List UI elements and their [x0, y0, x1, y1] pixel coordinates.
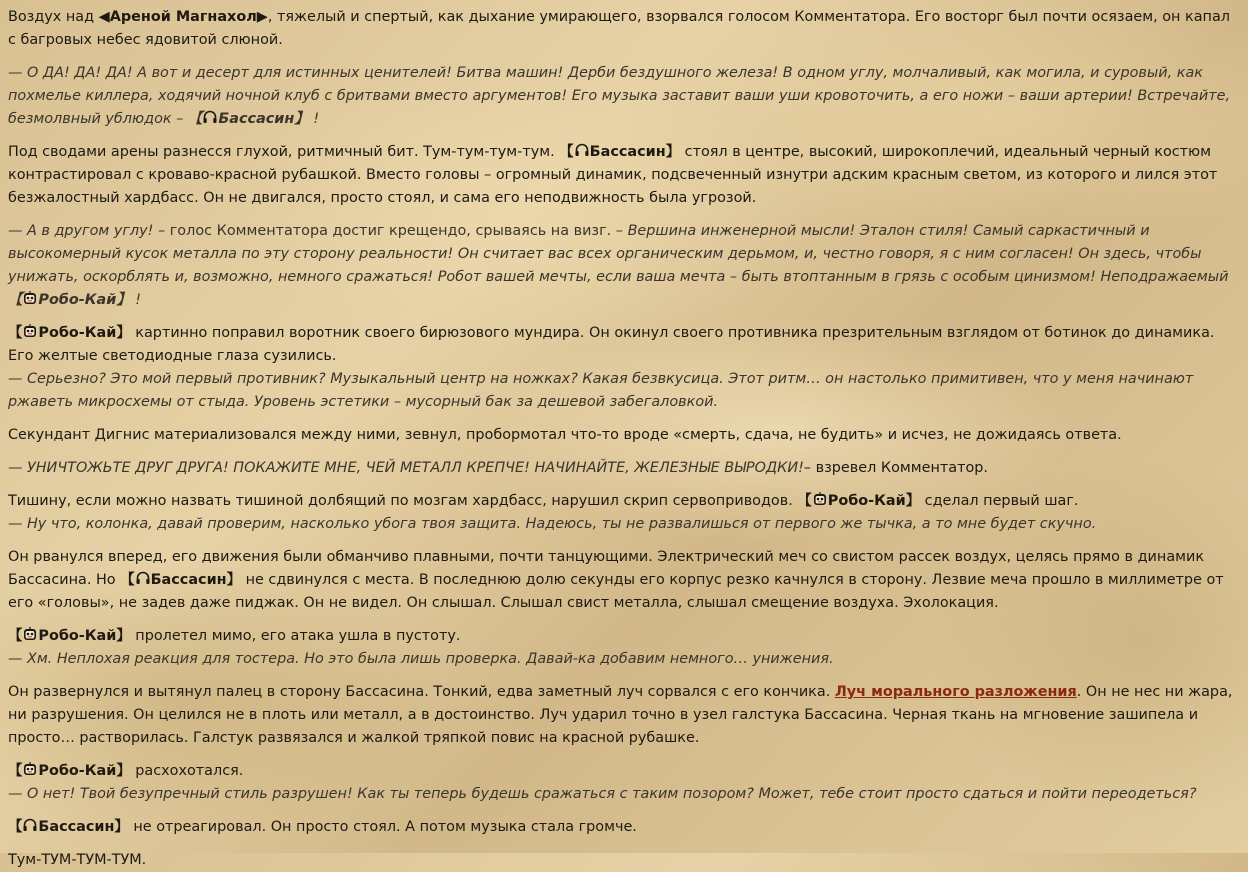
character-tag-bassassin[interactable]: 【 Бассасин】 [187, 111, 309, 127]
character-tag-robokai[interactable]: 【 Робо-Кай】 [8, 763, 131, 779]
paragraph-bassassin-intro: Под сводами арены разнесся глухой, ритмичный бит. Тум-тум-тум-тум. 【 Бассасин】 стоял в центре, высокий, широкоплечий, идеальный черный костюм контрастировал с кроваво-красной рубашкой. Вместо головы – огромный динамик, подсвеченный изнутри адским красным светом, из которого и лился этот безжалостный хардбасс. Он не двигался, просто стоял, и сама его неподвижность была угрозой. [8, 144, 1218, 206]
commentator-shout: — УНИЧТОЖЬТЕ ДРУГ ДРУГА! ПОКАЖИТЕ МНЕ, ЧЕЙ МЕТАЛЛ КРЕПЧЕ! НАЧИНАЙТЕ, ЖЕЛЕЗНЫЕ ВЫРОДКИ!– взревел Комментатор. [8, 460, 988, 476]
paragraph-beam: Он развернулся и вытянул палец в сторону Бассасина. Тонкий, едва заметный луч сорвался с его кончика. Луч морального разложения. Он не нес ни жара, ни разрушения. Он целился не в плоть или металл, а в достоинство. Луч ударил точно в узел галстука Бассасина. Черная ткань на мгновение зашипела и просто… растворилась. Галстук развязался и жалкой тряпкой повис на красной рубашке. [8, 684, 1233, 746]
headphones-icon [202, 109, 218, 125]
robokai-quote: — Ну что, колонка, давай проверим, насколько убога твоя защита. Надеюсь, ты не развалишься от первого же тычка, а то мне будет скучно. [8, 516, 1097, 532]
character-tag-robokai[interactable]: 【 Робо-Кай】 [8, 292, 131, 308]
robot-face-icon [22, 290, 38, 306]
paragraph-attack: Он рванулся вперед, его движения были обманчиво плавными, почти танцующими. Электрический меч со свистом рассек воздух, целясь прямо в динамик Бассасина. Но 【 Бассасин】 не сдвинулся с места. В последнюю долю секунды его корпус резко качнулся в сторону. Лезвие меча прошло в миллиметре от его «головы», не задев даже пиджак. Он не видел. Он слышал. Слышал свист металла, слышал смещение воздуха. Эхолокация. [8, 549, 1224, 611]
ability-link-moral-decay-beam[interactable]: Луч морального разложения [834, 684, 1077, 700]
paragraph-beat: Тум-ТУМ-ТУМ-ТУМ. [8, 852, 147, 868]
robot-face-icon [22, 761, 38, 777]
arena-name: ◀Ареной Магнахол▶ [98, 9, 268, 25]
headphones-icon [574, 142, 590, 158]
commentator-speech-2: — А в другом углу! – голос Комментатора достиг крещендо, срываясь на визг. – Вершина инженерной мысли! Эталон стиля! Самый саркастичный и высокомерный кусок металла по эту сторону реальности! Он считает вас всех органическим дерьмом, и, честно говоря, я с ним согласен! Он здесь, чтобы унижать, оскорблять и, возможно, немного сражаться! Робот вашей мечты, если ваша мечта – быть втоптанным в грязь с особым цинизмом! Неподражаемый 【 Робо-Кай】 ! [8, 223, 1229, 308]
character-tag-robokai[interactable]: 【 Робо-Кай】 [797, 493, 921, 509]
paragraph-miss: 【 Робо-Кай】 пролетел мимо, его атака ушла в пустоту. — Хм. Неплохая реакция для тостера. Но это была лишь проверка. Давай-ка добавим немного… унижения. [8, 628, 834, 667]
character-tag-bassassin[interactable]: 【 Бассасин】 [120, 572, 242, 588]
paragraph-robokai-intro: 【 Робо-Кай】 картинно поправил воротник своего бирюзового мундира. Он окинул своего противника презрительным взглядом от ботинок до динамика. Его желтые светодиодные глаза сузились. — Серьезно? Это мой первый противник? Музыкальный центр на ножках? Какая безвкусица. Этот ритм… он настолько примитивен, что у меня начинают ржаветь микросхемы от стыда. Уровень эстетики – мусорный бак за дешевой забегаловкой. [8, 325, 1215, 410]
character-tag-robokai[interactable]: 【 Робо-Кай】 [8, 628, 131, 644]
paragraph-second: Секундант Дигнис материализовался между ними, зевнул, пробормотал что-то вроде «смерть, сдача, не будить» и исчез, не дожидаясь ответа. [8, 427, 1122, 443]
robokai-quote: — Хм. Неплохая реакция для тостера. Но это была лишь проверка. Давай-ка добавим немного… унижения. [8, 651, 834, 667]
commentator-speech-1: — О ДА! ДА! ДА! А вот и десерт для истинных ценителей! Битва машин! Дерби бездушного железа! В одном углу, молчаливый, как могила, и суровый, как похмелье киллера, ходячий ночной клуб с бритвами вместо аргументов! Его музыка заставит ваши уши кровоточить, а его ножи – ваши артерии! Встречайте, безмолвный ублюдок – 【 Бассасин】 ! [8, 65, 1231, 127]
robokai-quote: — О нет! Твой безупречный стиль разрушен! Как ты теперь будешь сражаться с таким позором? Может, тебе стоит просто сдаться и пойти переодеться? [8, 786, 1197, 802]
robot-face-icon [22, 626, 38, 642]
paragraph-first-step: Тишину, если можно назвать тишиной долбящий по мозгам хардбасс, нарушил скрип сервоприводов. 【 Робо-Кай】 сделал первый шаг. — Ну что, колонка, давай проверим, насколько убога твоя защита. Надеюсь, ты не развалишься от первого же тычка, а то мне будет скучно. [8, 493, 1097, 532]
robot-face-icon [22, 323, 38, 339]
paragraph-laugh: 【 Робо-Кай】 расхохотался. — О нет! Твой безупречный стиль разрушен! Как ты теперь будешь сражаться с таким позором? Может, тебе стоит просто сдаться и пойти переодеться? [8, 763, 1197, 802]
paragraph-no-reaction: 【 Бассасин】 не отреагировал. Он просто стоял. А потом музыка стала громче. [8, 819, 637, 835]
robot-face-icon [812, 491, 828, 507]
character-tag-bassassin[interactable]: 【 Бассасин】 [8, 819, 129, 835]
paragraph-intro: Воздух над ◀Ареной Магнахол▶, тяжелый и спертый, как дыхание умирающего, взорвался голосом Комментатора. Его восторг был почти осязаем, он капал с багровых небес ядовитой слюной. [8, 9, 1230, 48]
character-tag-bassassin[interactable]: 【 Бассасин】 [559, 144, 681, 160]
character-tag-robokai[interactable]: 【 Робо-Кай】 [8, 325, 131, 341]
headphones-icon [135, 570, 151, 586]
headphones-icon [22, 817, 38, 833]
robokai-quote: — Серьезно? Это мой первый противник? Музыкальный центр на ножках? Какая безвкусица. Этот ритм… он настолько примитивен, что у меня начинают ржаветь микросхемы от стыда. Уровень эстетики – мусорный бак за дешевой забегаловкой. [8, 371, 1194, 410]
